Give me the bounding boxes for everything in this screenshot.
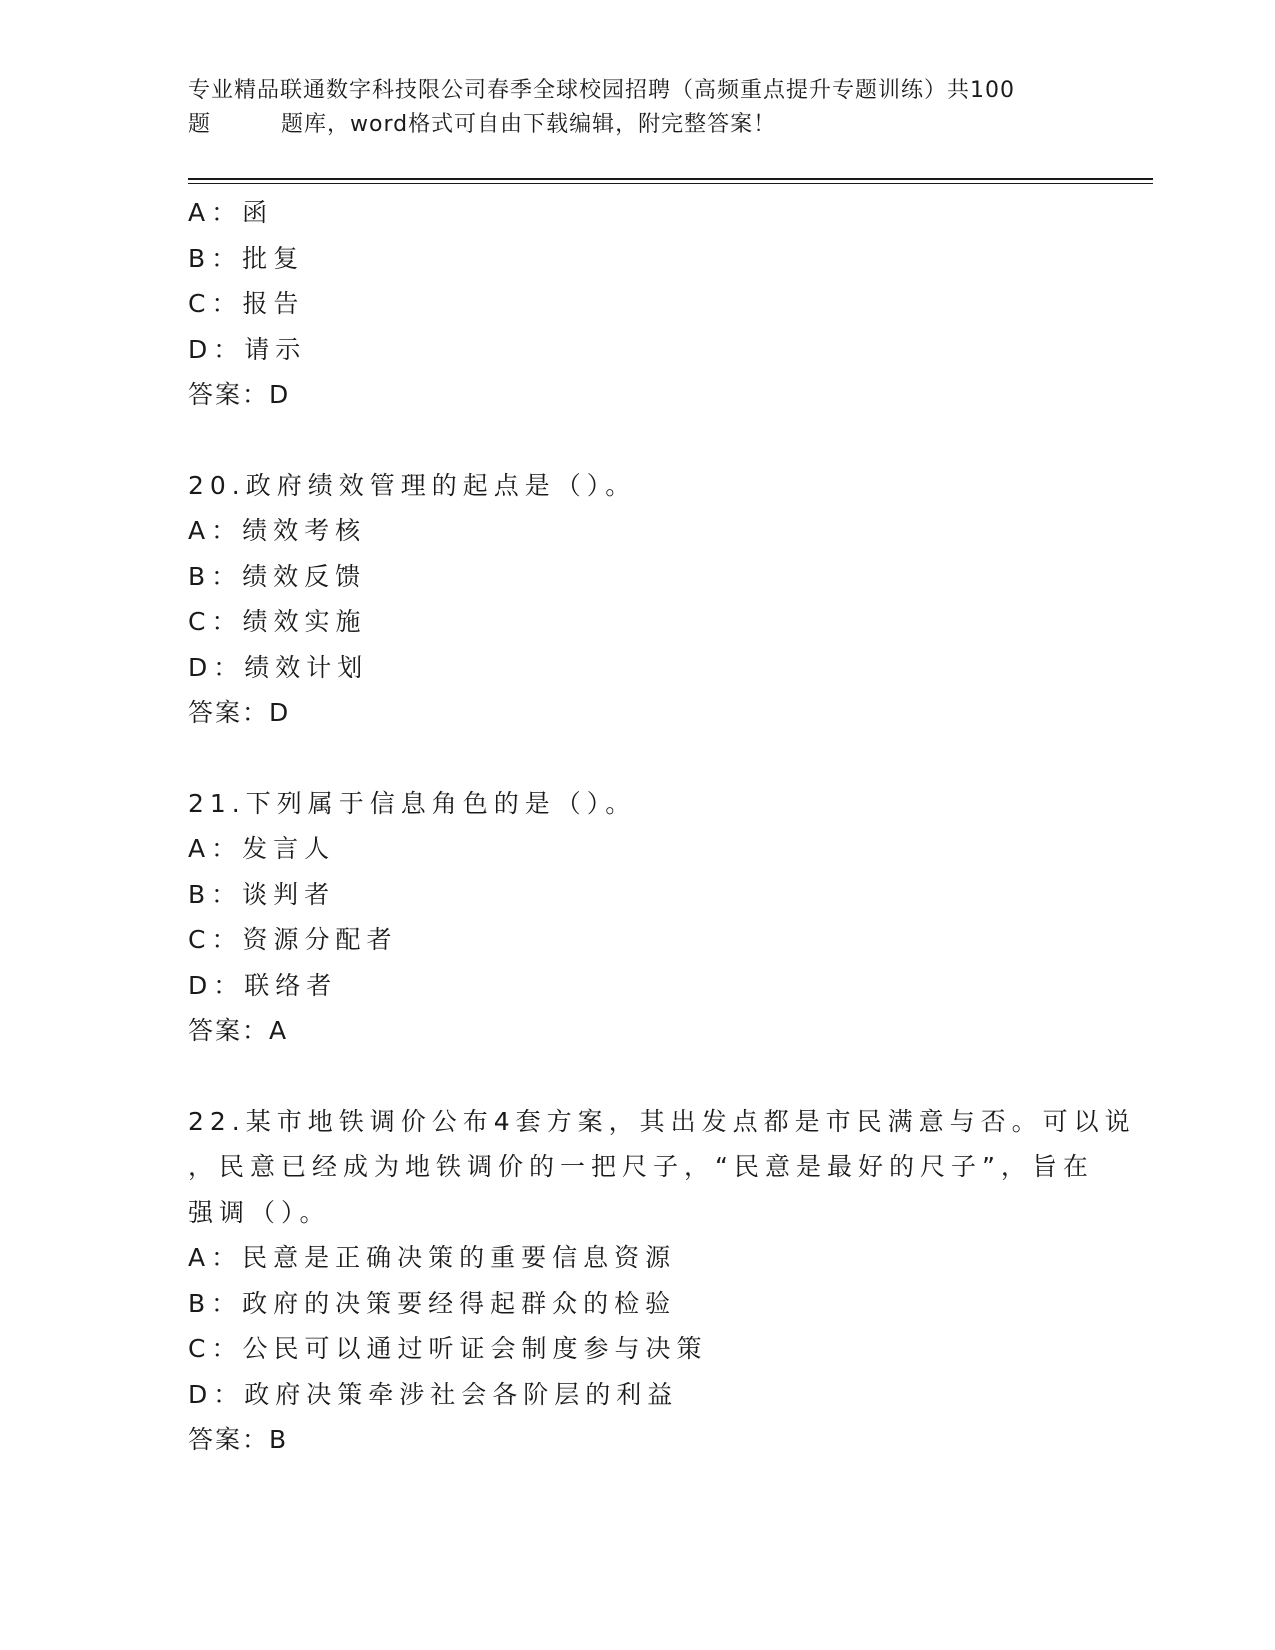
option-b: B：政府的决策要经得起群众的检验 (188, 1288, 677, 1318)
header-rule-thin (188, 183, 1153, 184)
question-stem: 20.政府绩效管理的起点是（）。 (188, 470, 637, 500)
answer: 答案：D (188, 380, 291, 409)
question-19 (188, 190, 1088, 418)
option-a: A：民意是正确决策的重要信息资源 (188, 1243, 677, 1272)
option-a: A：绩效考核 (188, 516, 367, 545)
option-b: B：绩效反馈 (188, 561, 367, 591)
question-22 (188, 1099, 1136, 1463)
question-list (188, 190, 1136, 1463)
answer: 答案：A (188, 1016, 289, 1045)
option-a: A：函 (188, 198, 274, 227)
option-b: B：谈判者 (188, 879, 336, 909)
option-d: D：绩效计划 (188, 652, 369, 682)
option-d: D：联络者 (188, 970, 338, 1000)
answer: 答案：B (188, 1425, 289, 1454)
question-stem-line3: 强调（）。 (188, 1197, 331, 1227)
header-title-line1: 专业精品联通数字科技限公司春季全球校园招聘（高频重点提升专题训练）共100 (188, 78, 1015, 103)
header-title-line2-right: 题库，word格式可自由下载编辑，附完整答案！ (281, 112, 777, 137)
header-rule-thick (188, 178, 1153, 180)
option-c: C：绩效实施 (188, 607, 367, 636)
option-c: C：公民可以通过听证会制度参与决策 (188, 1334, 708, 1363)
answer: 答案：D (188, 698, 291, 727)
question-21 (188, 781, 1088, 1054)
header-title-line2 (188, 108, 1088, 142)
option-c: C：资源分配者 (188, 925, 398, 954)
option-b: B：批复 (188, 243, 305, 273)
document-header (188, 74, 1088, 142)
question-20 (188, 463, 1088, 736)
question-stem-line1: 22.某市地铁调价公布4套方案，其出发点都是市民满意与否。可以说 (188, 1106, 1136, 1136)
header-title-line2-left: 题 (188, 112, 212, 137)
question-stem-line2: ，民意已经成为地铁调价的一把尺子，“民意是最好的尺子”，旨在 (188, 1152, 1094, 1181)
option-d: D：请示 (188, 334, 307, 364)
option-d: D：政府决策牵涉社会各阶层的利益 (188, 1379, 679, 1409)
option-c: C：报告 (188, 289, 305, 318)
option-a: A：发言人 (188, 834, 336, 863)
question-stem: 21.下列属于信息角色的是（）。 (188, 788, 637, 818)
